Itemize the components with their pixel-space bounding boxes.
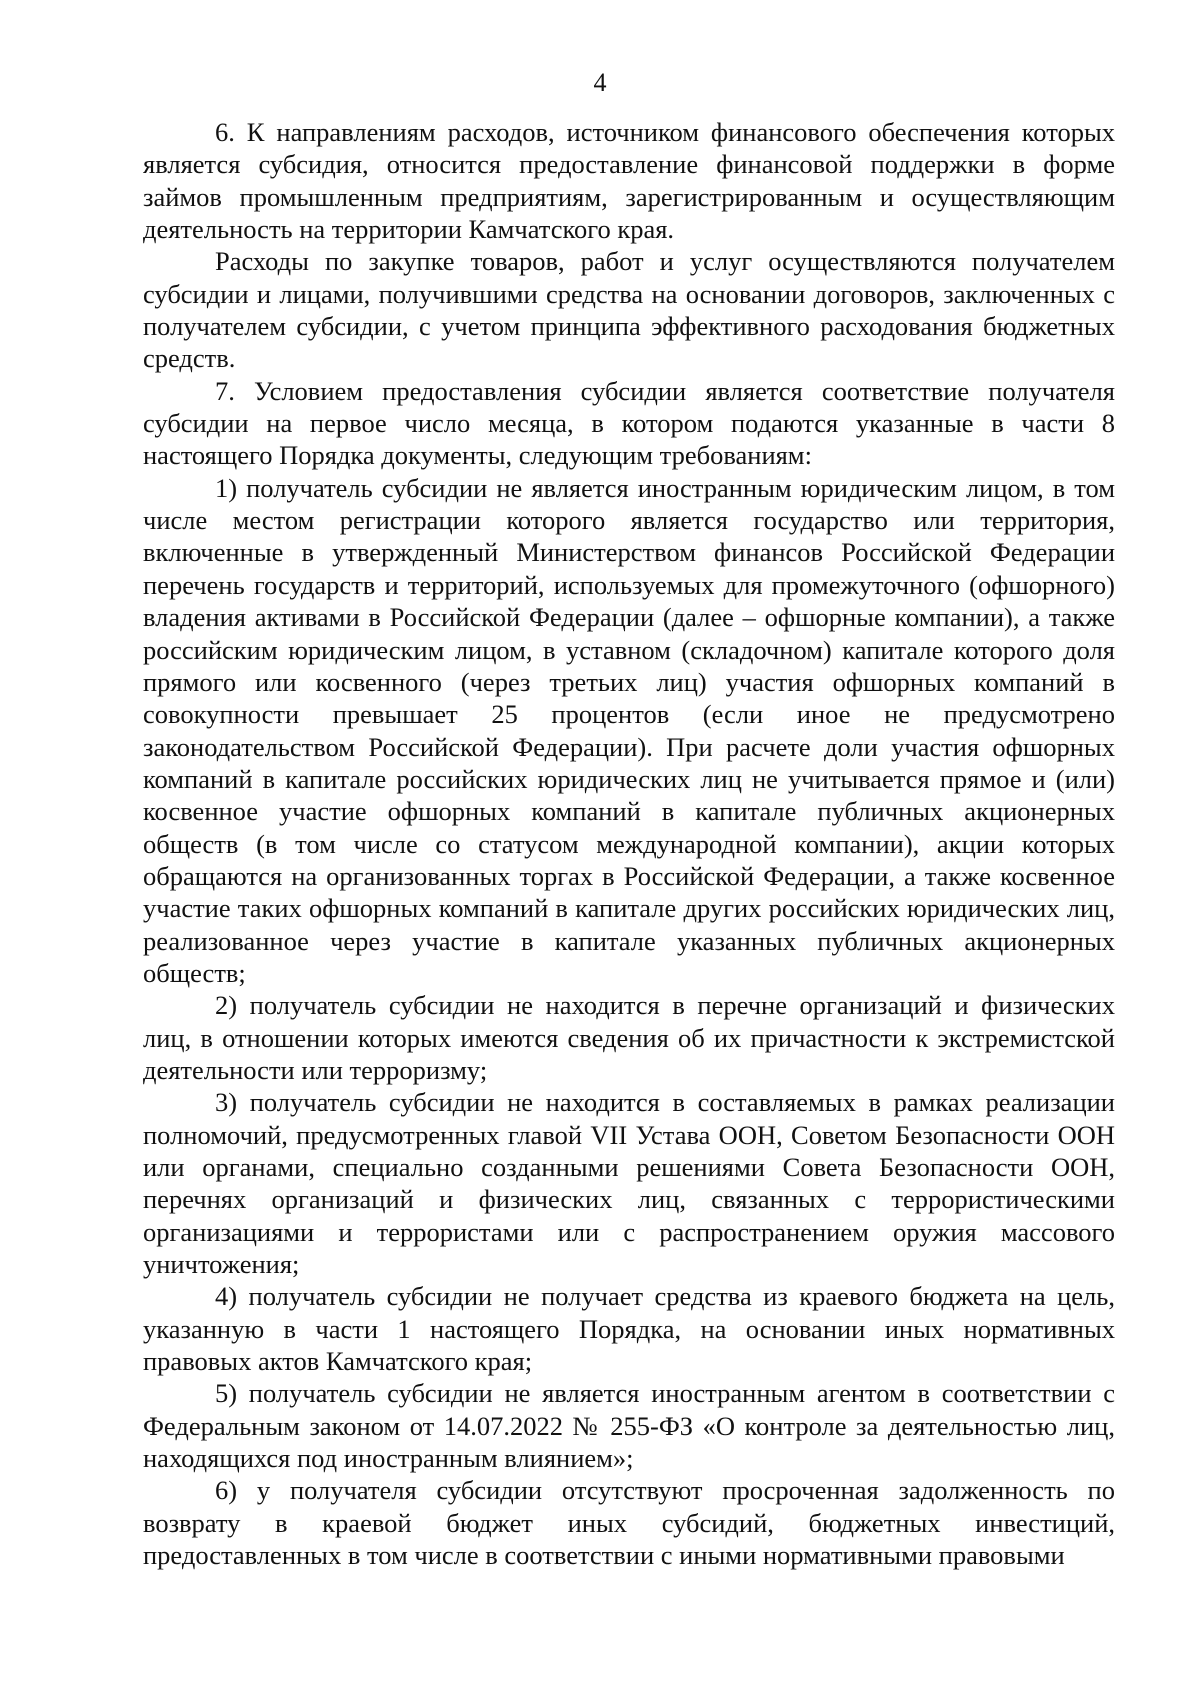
requirement-4: 4) получатель субсидии не получает средства из краевого бюджета на цель, указанную в части 1 настоящего Порядка, на основании иных нормативных правовых актов Камчатского края; [143, 1281, 1115, 1377]
requirement-5: 5) получатель субсидии не является иностранным агентом в соответствии с Федеральным законом от 14.07.2022 № 255-ФЗ «О контроле за деятельностью лиц, находящихся под иностранным влиянием»; [143, 1378, 1115, 1474]
document-body [143, 116, 1115, 1571]
requirement-1: 1) получатель субсидии не является иностранным юридическим лицом, в том числе местом регистрации которого является государство или территория, включенные в утвержденный Министерством финансов Российской Федерации перечень государств и территорий, используемых для промежуточного (офшорного) владения активами в Российской Федерации (далее – офшорные компании), а также российским юридическим лицом, в уставном (складочном) капитале которого доля прямого или косвенного (через третьих лиц) участия офшорных компаний в совокупности превышает 25 процентов (если иное не предусмотрено законодательством Российской Федерации). При расчете доли участия офшорных компаний в капитале российских юридических лиц не учитывается прямое и (или) косвенное участие офшорных компаний в капитале публичных акционерных обществ (в том числе со статусом международной компании), акции которых обращаются на организованных торгах в Российской Федерации, а также косвенное участие таких офшорных компаний в капитале других российских юридических лиц, реализованное через участие в капитале указанных публичных акционерных обществ; [143, 472, 1115, 988]
requirement-6: 6) у получателя субсидии отсутствуют просроченная задолженность по возврату в краевой бюджет иных субсидий, бюджетных инвестиций, предоставленных в том числе в соответствии с иными нормативными правовыми [143, 1475, 1115, 1571]
requirement-2: 2) получатель субсидии не находится в перечне организаций и физических лиц, в отношении которых имеются сведения об их причастности к экстремистской деятельности или терроризму; [143, 990, 1115, 1085]
requirement-3: 3) получатель субсидии не находится в составляемых в рамках реализации полномочий, предусмотренных главой VII Устава ООН, Советом Безопасности ООН или органами, специально созданными решениями Совета Безопасности ООН, перечнях организаций и физических лиц, связанных с террористическими организациями и террористами или с распространением оружия массового уничтожения; [143, 1087, 1115, 1280]
paragraph-6: 6. К направлениям расходов, источником финансового обеспечения которых является субсидия, относится предоставление финансовой поддержки в форме займов промышленным предприятиям, зарегистрированным и осуществляющим деятельность на территории Камчатского края. [143, 117, 1115, 245]
paragraph-7: 7. Условием предоставления субсидии является соответствие получателя субсидии на первое число месяца, в котором подаются указанные в части 8 настоящего Порядка документы, следующим требованиям: [143, 375, 1115, 471]
paragraph-expenses: Расходы по закупке товаров, работ и услуг осуществляются получателем субсидии и лицами, получившими средства на основании договоров, заключенных с получателем субсидии, с учетом принципа эффективного расходования бюджетных средств. [143, 246, 1115, 374]
page-number: 4 [593, 68, 607, 97]
